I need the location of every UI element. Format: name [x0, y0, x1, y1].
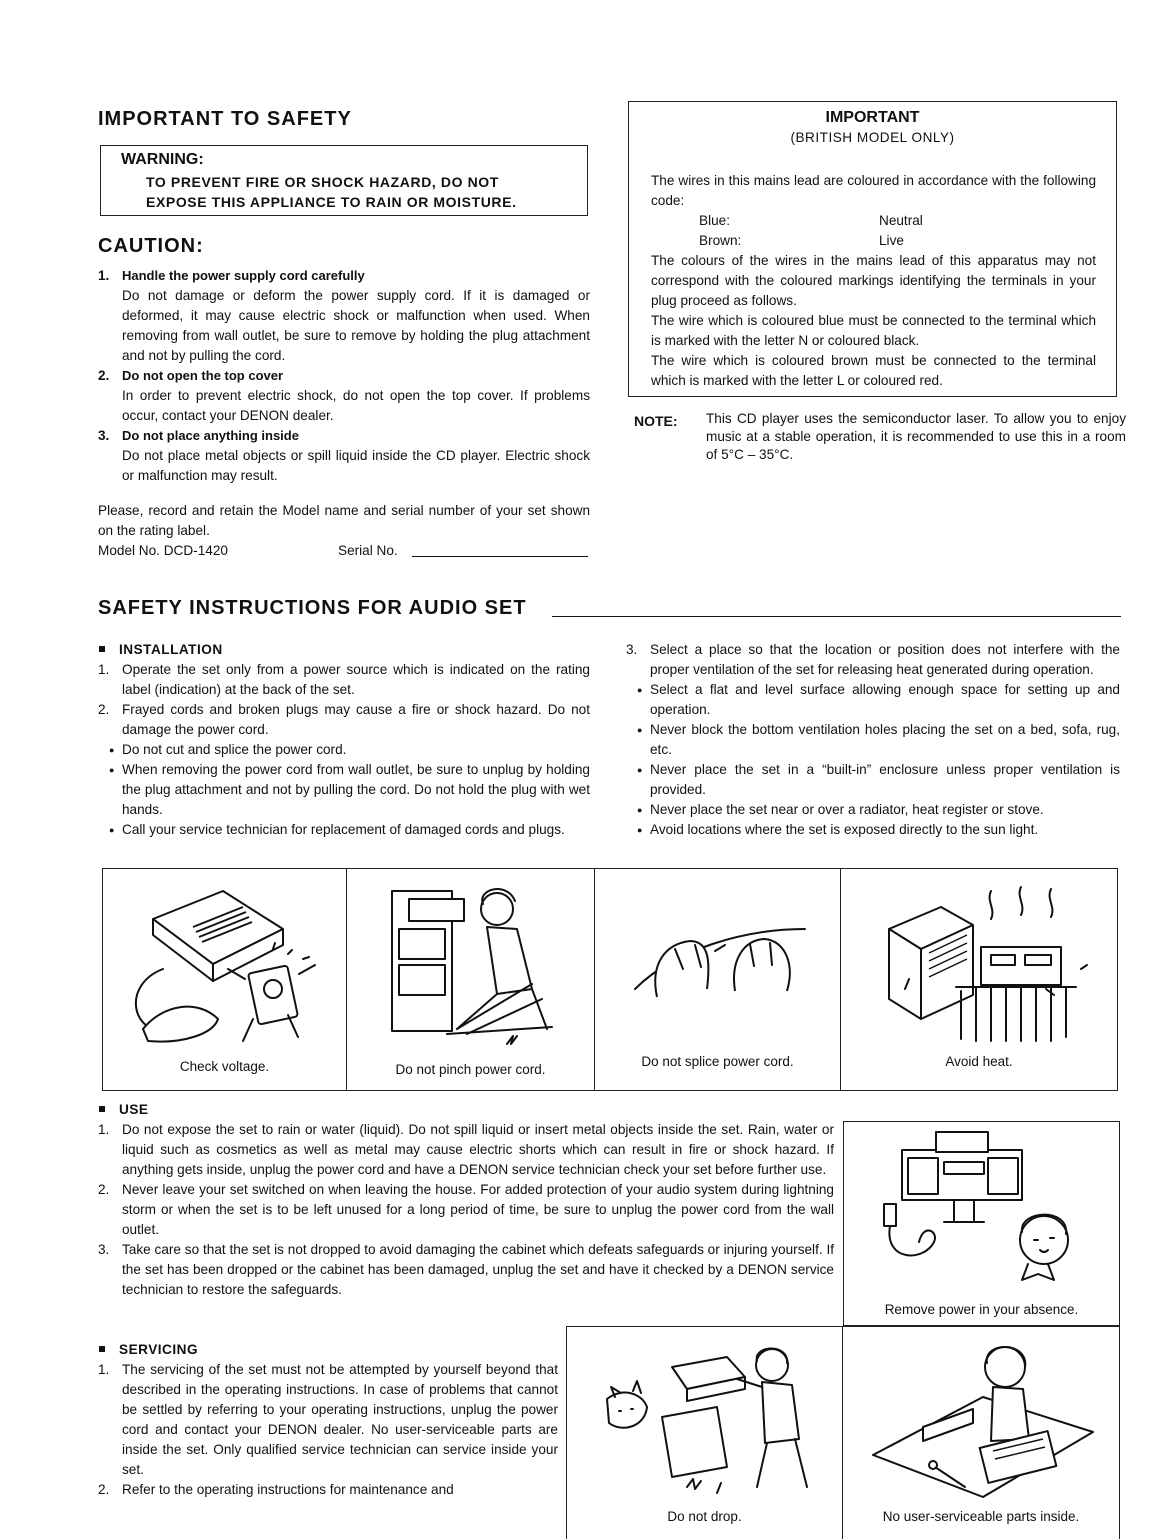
use-item-3: 3. Take care so that the set is not dropped to avoid damaging the cabinet which defeats safeguards or injuring yourself. If the set has been dropped or the cabinet has been damaged, unplug the set and have it checked by a DENON service technician to restore the safeguards. — [98, 1242, 834, 1297]
installation-right — [626, 640, 1120, 840]
caption-no-parts: No user-serviceable parts inside. — [882, 1509, 1080, 1524]
installation-bullet: ● Select a flat and level surface allowing enough space for setting up and operation. — [626, 680, 1120, 720]
caution-item-body: Do not place metal objects or spill liquid inside the CD player. Electric shock or malfunction may result. — [122, 448, 590, 483]
installation-bullet: ● Call your service technician for replacement of damaged cords and plugs. — [98, 820, 590, 840]
illustration-check-voltage — [103, 869, 347, 1090]
caution-item-1: 1. Handle the power supply cord carefully Do not damage or deform the power supply cord. If it is damaged or deformed, it may cause electric shock or malfunction when used. When removing from wall outlet, be sure to remove by holding the plug attachment and not by pulling the cord. — [98, 266, 590, 366]
wire-body-3: The wire which is coloured brown must be connected to the terminal which is marked with the letter L or coloured red. — [651, 353, 1096, 388]
brown-value: Live — [879, 233, 904, 248]
installation-bullet: ● Never place the set near or over a radiator, heat register or stove. — [626, 800, 1120, 820]
illustration-remove-power — [843, 1121, 1120, 1326]
caption-do-not-drop: Do not drop. — [667, 1509, 742, 1524]
warning-line2: EXPOSE THIS APPLIANCE TO RAIN OR MOISTURE. — [146, 194, 517, 210]
note-text: This CD player uses the semiconductor laser. To allow you to enjoy music at a stable operation, it is recommended to use this in a room of 5°C – 35°C. — [706, 411, 1126, 462]
wire-body-1: The colours of the wires in the mains lead of this apparatus may not correspond with the coloured markings identifying the terminals in your plug proceed as follows. — [651, 253, 1096, 308]
illustration-pinch-cord — [347, 869, 595, 1090]
important-title: IMPORTANT — [825, 109, 920, 126]
caution-item-body: Do not damage or deform the power supply cord. If it is damaged or deformed, it may cause electric shock or malfunction when used. When removing from wall outlet, be sure to remove by holding the plug attachment and not by pulling the cord. — [122, 288, 590, 363]
installation-left — [98, 640, 590, 840]
use-item-1: 1. Do not expose the set to rain or water (liquid). Do not spill liquid or insert metal objects inside the set. Rain, water or liquid such as cosmetics as well as metal may cause electric shorts which can result in fire or shock hazard. If anything gets inside, unplug the power cord and have a DENON service technician check your set before further use. — [98, 1122, 834, 1177]
audio-title: SAFETY INSTRUCTIONS FOR AUDIO SET — [98, 597, 527, 619]
note-label: NOTE: — [634, 413, 678, 429]
use-heading: USE — [98, 1100, 834, 1120]
important-box — [628, 101, 1117, 397]
important-subtitle: (BRITISH MODEL ONLY) — [790, 130, 955, 145]
drop-illustration — [567, 1327, 843, 1507]
use-item-2: 2. Never leave your set switched on when leaving the house. For added protection of your audio system during lightning storm or when the set is to be left unused for a long period of time, be sure to unplug the power cord from the wall outlet. — [98, 1182, 834, 1237]
blue-label: Blue: — [699, 213, 730, 228]
installation-item-2: 2. Frayed cords and broken plugs may cause a fire or shock hazard. Do not damage the power cord. — [98, 702, 590, 737]
installation-item-3: 3. Select a place so that the location or position does not interfere with the proper ventilation of the set for releasing heat generated during operation. — [626, 642, 1120, 677]
pinch-illustration — [347, 869, 595, 1059]
brown-label: Brown: — [699, 233, 742, 248]
warning-label: WARNING: — [121, 151, 204, 168]
use-section — [98, 1100, 834, 1300]
installation-bullet: ● Avoid locations where the set is exposed directly to the sun light. — [626, 820, 1120, 840]
installation-bullet: ● Never block the bottom ventilation holes placing the set on a bed, sofa, rug, etc. — [626, 720, 1120, 760]
caution-item-heading: Do not place anything inside — [122, 428, 299, 443]
servicing-item-1: 1. The servicing of the set must not be attempted by yourself beyond that described in the operating instructions. In case of problems that cannot be settled by referring to your operating instructions, unplug the power cord and contact your DENON dealer. No user-serviceable parts are inside the set. Only qualified service technician can service inside your set. — [98, 1362, 558, 1477]
title-rule — [552, 616, 1121, 617]
caution-item-2: 2. Do not open the top cover In order to prevent electric shock, do not open the top cover. If problems occur, contact your DENON dealer. — [98, 366, 590, 426]
servicing-item-2: 2. Refer to the operating instructions for maintenance and — [98, 1482, 454, 1497]
servicing-section — [98, 1340, 558, 1500]
illustration-do-not-drop — [567, 1327, 843, 1539]
illustration-bottom-strip — [566, 1326, 1120, 1539]
installation-item-1: 1. Operate the set only from a power source which is indicated on the rating label (indication) at the back of the set. — [98, 662, 590, 697]
caution-item-heading: Do not open the top cover — [122, 368, 284, 383]
illustration-no-parts — [843, 1327, 1119, 1539]
servicing-heading: SERVICING — [98, 1340, 558, 1360]
caption-pinch-cord: Do not pinch power cord. — [395, 1062, 546, 1077]
serial-blank-line — [412, 556, 588, 557]
voltage-illustration — [103, 869, 347, 1059]
safety-title: IMPORTANT TO SAFETY — [98, 108, 352, 130]
caption-remove-power: Remove power in your absence. — [884, 1302, 1079, 1317]
installation-bullet: ● When removing the power cord from wall outlet, be sure to unplug by holding the plug attachment and not by pulling the cord. Do not hold the plug with wet hands. — [98, 760, 590, 820]
caution-list — [98, 266, 590, 486]
wire-intro: The wires in this mains lead are coloured in accordance with the following code: — [651, 173, 1096, 208]
caption-check-voltage: Check voltage. — [179, 1059, 270, 1074]
illustration-splice-cord — [595, 869, 841, 1090]
caution-item-body: In order to prevent electric shock, do not open the top cover. If problems occur, contact your DENON dealer. — [122, 388, 590, 423]
wire-body-2: The wire which is coloured blue must be connected to the terminal which is marked with the letter N or coloured black. — [651, 313, 1096, 348]
caption-splice-cord: Do not splice power cord. — [641, 1054, 794, 1069]
splice-illustration — [595, 869, 841, 1059]
installation-bullet: ● Do not cut and splice the power cord. — [98, 740, 590, 760]
illustration-avoid-heat — [841, 869, 1117, 1090]
caution-item-3: 3. Do not place anything inside Do not place metal objects or spill liquid inside the CD player. Electric shock or malfunction may result. — [98, 426, 590, 486]
caution-item-heading: Handle the power supply cord carefully — [122, 268, 365, 283]
caution-title: CAUTION: — [98, 235, 204, 257]
illustration-strip — [102, 868, 1118, 1091]
warning-line1: TO PREVENT FIRE OR SHOCK HAZARD, DO NOT — [146, 174, 499, 190]
record-text: Please, record and retain the Model name and serial number of your set shown on the rating label. — [98, 503, 590, 538]
model-number: Model No. DCD-1420 — [98, 543, 228, 558]
absence-illustration — [844, 1122, 1119, 1302]
installation-bullet: ● Never place the set in a “built-in” enclosure unless proper ventilation is provided. — [626, 760, 1120, 800]
warning-box — [100, 145, 588, 216]
parts-illustration — [843, 1327, 1119, 1507]
serial-label: Serial No. — [338, 543, 398, 558]
caption-avoid-heat: Avoid heat. — [945, 1054, 1013, 1069]
heat-illustration — [841, 869, 1117, 1059]
blue-value: Neutral — [879, 213, 923, 228]
installation-heading: INSTALLATION — [98, 640, 590, 660]
